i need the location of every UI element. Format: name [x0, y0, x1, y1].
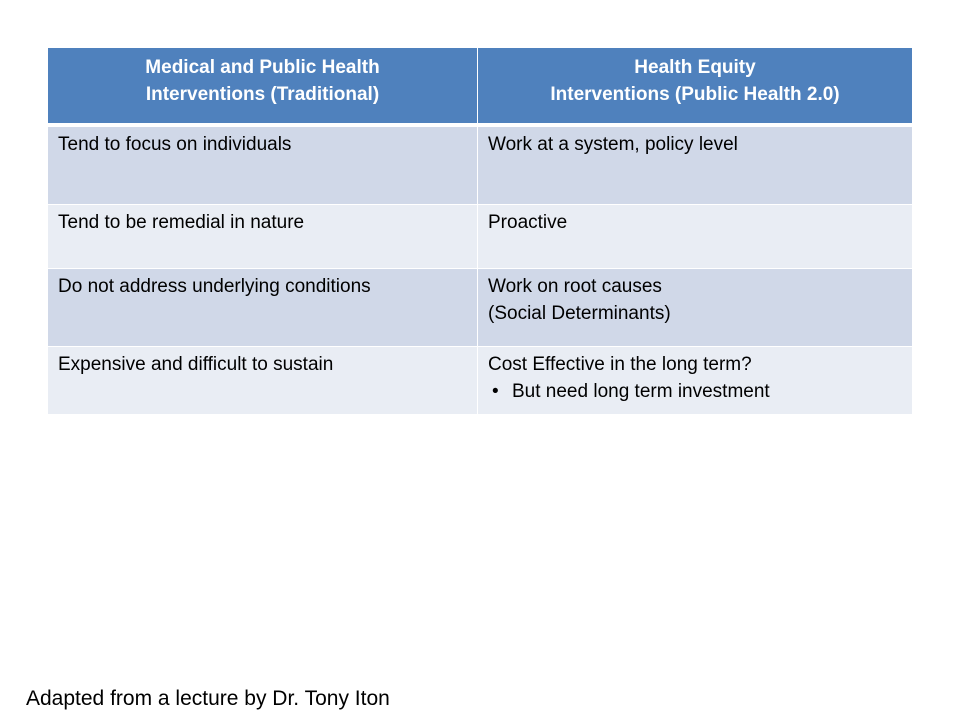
cell-text-line: Proactive: [488, 212, 568, 233]
cell-text-line: Cost Effective in the long term?: [488, 354, 752, 375]
table-row: [48, 204, 912, 268]
table-cell-traditional: Do not address underlying conditions: [48, 268, 478, 346]
table-cell-traditional: Expensive and difficult to sustain: [48, 346, 478, 414]
header-traditional-interventions: [48, 48, 478, 126]
comparison-table: [48, 48, 912, 414]
table-row: [48, 346, 912, 414]
header-text-line: Medical and Public Health: [145, 57, 380, 78]
header-text-line: Health Equity: [634, 57, 756, 78]
header-text-line: Interventions (Traditional): [145, 84, 380, 105]
bullet-item: [488, 378, 902, 405]
bullet-text: But need long term investment: [512, 381, 770, 402]
cell-text-line: Work on root causes: [488, 276, 662, 297]
bullet-icon: •: [492, 381, 499, 402]
source-credit: Adapted from a lecture by Dr. Tony Iton: [26, 687, 390, 710]
table-cell-health-equity: [478, 204, 912, 268]
cell-text-line: Work at a system, policy level: [488, 134, 738, 155]
table-row: [48, 126, 912, 204]
table-cell-health-equity: [478, 126, 912, 204]
table-cell-traditional: Tend to focus on individuals: [48, 126, 478, 204]
table-cell-health-equity: [478, 346, 912, 414]
table-cell-traditional: Tend to be remedial in nature: [48, 204, 478, 268]
table-header-row: [48, 48, 912, 126]
table-cell-health-equity: [478, 268, 912, 346]
table-row: [48, 268, 912, 346]
cell-text-line: (Social Determinants): [488, 303, 671, 324]
header-text-line: Interventions (Public Health 2.0): [550, 84, 840, 105]
header-health-equity-interventions: [478, 48, 912, 126]
